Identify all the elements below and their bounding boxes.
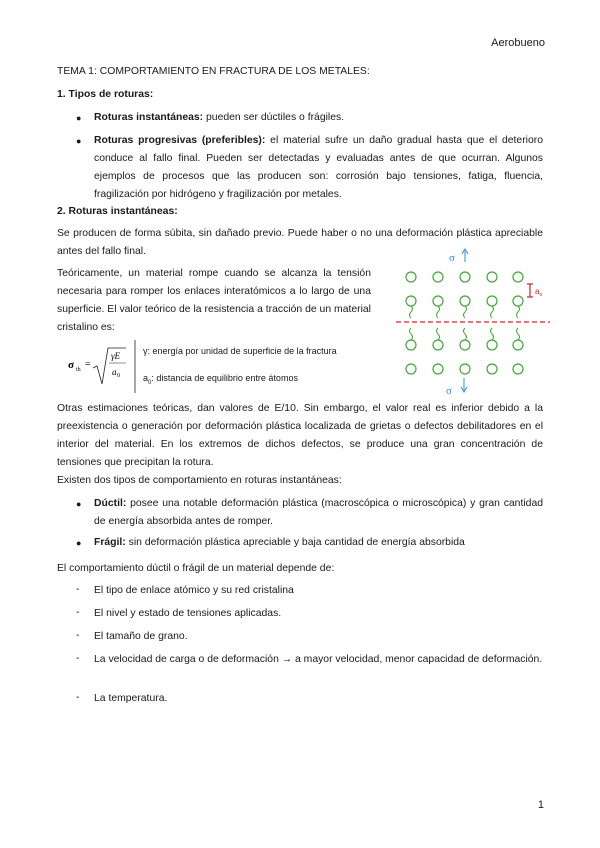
dash-marker: - xyxy=(76,653,80,664)
atom xyxy=(460,364,470,374)
paragraph-4: Existen dos tipos de comportamiento en roturas instantáneas: xyxy=(57,475,342,486)
list-item xyxy=(94,109,543,127)
list-item xyxy=(94,495,543,531)
list-item: El tipo de enlace atómico y su red cristalina xyxy=(94,585,294,596)
paragraph-3: Otras estimaciones teóricas, dan valores de E/10. Sin embargo, el valor real es inferior debido a la preexistencia o generación por deformación plástica localizada de grietas o defectos debilitadores en el interior del material. En los extremos de dichos defectos, se produce una gran concentración de tensiones que precipitan la rotura. xyxy=(57,403,543,468)
page-number: 1 xyxy=(537,799,544,811)
atomic-lattice-figure xyxy=(390,242,550,397)
atom xyxy=(460,340,470,350)
sigma-bottom: σ xyxy=(446,385,452,397)
bond xyxy=(491,306,494,318)
bullet-text: posee una notable deformación plástica (macroscópica o microscópica) y gran cantidad de energía absorbida antes de romper. xyxy=(94,498,543,527)
formula-sigma: σ xyxy=(68,359,74,371)
dash-marker: - xyxy=(76,692,80,703)
bullet-bold-label: Roturas instantáneas: xyxy=(94,112,204,123)
sqrt-sign xyxy=(93,348,126,384)
list-item: La temperatura. xyxy=(94,693,168,704)
list-item: El nivel y estado de tensiones aplicadas. xyxy=(94,608,282,619)
atom xyxy=(513,364,523,374)
paragraph-2: Teóricamente, un material rompe cuando se alcanza la tensión necesaria para romper los enlaces interatómicos a lo largo de una superficie. El valor teórico de la resistencia a tracción de un material cristalino es: xyxy=(57,268,371,333)
list-item: La velocidad de carga o de deformación → a mayor velocidad, menor capacidad de deformación. xyxy=(94,654,543,665)
bullet-bold-label: Frágil: xyxy=(94,537,126,548)
atom xyxy=(406,364,416,374)
note-a0-subscript: 0 xyxy=(148,379,152,386)
bond xyxy=(464,306,467,318)
dash-marker: - xyxy=(76,607,80,618)
atom xyxy=(433,340,443,350)
formula xyxy=(66,340,376,396)
atom xyxy=(487,296,497,306)
note-a0-symbol: a xyxy=(143,373,149,383)
atom xyxy=(406,272,416,282)
bullet-text: el material sufre un daño gradual hasta que el deterioro conduce al fallo final. Pueden ser detectadas y evaluadas antes de que ocurran. Algunos ejemplos de procesos que las producen son: corrosión bajo tensiones, fatiga, fluencia, fragilización por hidrógeno y fragilización por metales. xyxy=(94,135,543,200)
bullet-icon: ● xyxy=(76,136,82,146)
bullet-icon: ● xyxy=(76,113,82,123)
bullet-icon: ● xyxy=(76,538,82,548)
list-item xyxy=(94,534,543,552)
formula-note-a0 xyxy=(143,373,298,386)
atom xyxy=(460,272,470,282)
formula-denominator: a xyxy=(112,367,117,377)
bond xyxy=(464,328,467,340)
atoms-group xyxy=(406,272,523,374)
bullet-text: pueden ser dúctiles o frágiles. xyxy=(203,112,345,123)
paragraph-1: Se producen de forma súbita, sin dañado previo. Puede haber o no una deformación plástica apreciable antes del fallo final. xyxy=(57,228,543,257)
atom xyxy=(433,296,443,306)
section-2-heading: 2. Roturas instantáneas: xyxy=(57,206,178,217)
bond xyxy=(410,306,413,318)
page-header-brand: Aerobueno xyxy=(491,37,545,49)
bond xyxy=(517,306,520,318)
atom xyxy=(406,296,416,306)
dash-marker: - xyxy=(76,630,80,641)
bullet-text: sin deformación plástica apreciable y baja cantidad de energía absorbida xyxy=(125,537,465,548)
formula-numerator: γE xyxy=(111,351,121,361)
formula-sigma-sub: th xyxy=(76,367,81,373)
list-item xyxy=(94,132,543,204)
section-1-heading: 1. Tipos de roturas: xyxy=(57,89,154,100)
bond xyxy=(491,328,494,340)
atom xyxy=(487,364,497,374)
atom xyxy=(460,296,470,306)
atom xyxy=(513,296,523,306)
dash-marker: - xyxy=(76,584,80,595)
atom xyxy=(433,272,443,282)
bullet-icon: ● xyxy=(76,499,82,509)
note-a0-text: : distancia de equilibrio entre átomos xyxy=(151,373,298,383)
bullet-bold-label: Roturas progresivas (preferibles): xyxy=(94,135,266,146)
lattice-svg xyxy=(390,242,550,397)
sigma-top: σ xyxy=(449,252,455,264)
bullet-bold-label: Dúctil: xyxy=(94,498,127,509)
formula-note-gamma: γ: energía por unidad de superficie de la fractura xyxy=(143,346,337,356)
atom xyxy=(406,340,416,350)
list-item: El tamaño de grano. xyxy=(94,631,188,642)
bond xyxy=(437,328,440,340)
atom xyxy=(513,340,523,350)
formula-den-sub: 0 xyxy=(117,373,120,379)
bond xyxy=(437,306,440,318)
formula-equals: = xyxy=(85,359,91,370)
bond xyxy=(517,328,520,340)
atom xyxy=(513,272,523,282)
atom xyxy=(487,340,497,350)
document-title: TEMA 1: COMPORTAMIENTO EN FRACTURA DE LOS METALES: xyxy=(57,66,370,77)
a0-label: $a_o$ xyxy=(535,287,543,298)
paragraph-5: El comportamiento dúctil o frágil de un material depende de: xyxy=(57,563,335,574)
atom xyxy=(433,364,443,374)
bond xyxy=(410,328,413,340)
atom xyxy=(487,272,497,282)
